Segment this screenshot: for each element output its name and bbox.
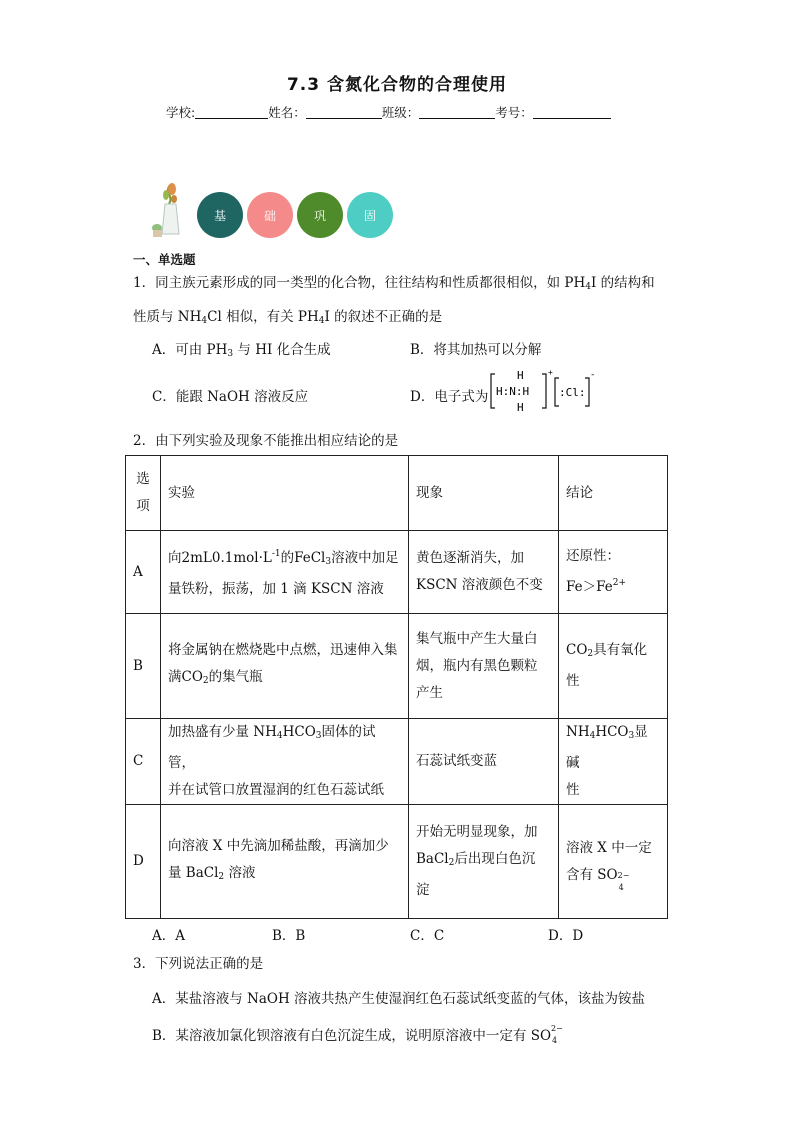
table-header-row: [126, 456, 668, 531]
lewis-chloride: :Cl:: [559, 386, 586, 399]
badge-gu-text: 固: [363, 208, 376, 223]
experiment-table: [125, 455, 668, 919]
row-d-conclusion: [559, 805, 668, 919]
row-d-conc-sub: 4: [618, 883, 624, 892]
question-2-stem: 2．由下列实验及现象不能推出相应结论的是: [133, 433, 399, 449]
row-c-exp-text: 固体的试管，: [168, 724, 376, 771]
plant-vase-icon: [148, 180, 190, 240]
table-row-b: [126, 614, 668, 719]
table-row-c: [126, 719, 668, 805]
header-experiment: 实验: [161, 456, 409, 531]
class-blank: [419, 106, 495, 119]
row-d-phen-line: 开始无明显现象，加: [416, 824, 538, 840]
row-d-phen-line: 淀: [416, 882, 430, 898]
header-option-line: 选: [136, 471, 150, 487]
row-a-phen-line: KSCN 溶液颜色不变: [416, 577, 543, 593]
q1-option-c: C．能跟 NaOH 溶液反应: [152, 389, 309, 405]
q1-option-d: D．电子式为: [410, 389, 489, 405]
row-c-exp-line-2: 并在试管口放置湿润的红色石蕊试纸: [168, 782, 384, 798]
row-a-exp-sub: 3: [325, 557, 332, 567]
row-d-conc-line-1: 溶液 X 中一定: [566, 839, 652, 856]
row-c-experiment: [161, 719, 409, 805]
row-a-exp-text: 溶液中加足: [331, 550, 399, 566]
row-b-exp-text: 的集气瓶: [208, 669, 263, 685]
row-a-phen-line: 黄色逐渐消失，加: [416, 550, 524, 566]
q1-subscript: 4: [201, 316, 208, 326]
row-d-experiment: [161, 805, 409, 919]
row-b-exp-sub: 2: [202, 676, 209, 686]
row-b-conc-text: CO: [566, 642, 588, 658]
header-option: [126, 456, 161, 531]
exam-number-label: 考号：: [495, 105, 533, 120]
q1-option-a: [152, 338, 331, 359]
q1-subscript: 4: [585, 282, 591, 292]
q3-option-a: A．某盐溶液与 NaOH 溶液共热产生使湿润红色石蕊试纸变蓝的气体，该盐为铵盐: [152, 991, 646, 1007]
badge-chu-text: 础: [263, 208, 276, 223]
badge-gong: [297, 192, 343, 238]
row-a-label: A: [126, 531, 161, 614]
row-d-exp-text: 溶液: [224, 864, 256, 881]
row-c-conc-sub: 3: [628, 731, 635, 741]
row-a-phenomenon: [409, 531, 559, 614]
question-1-line-1: [133, 268, 673, 302]
badge-ji: [197, 192, 243, 238]
table-row-d: [126, 805, 668, 919]
row-b-conc-text: 具有氧化: [593, 642, 648, 658]
badge-chu: [247, 192, 293, 238]
q2-answer-c: C．C: [410, 928, 445, 944]
lewis-center: H:N:H: [496, 385, 530, 398]
row-d-phen-sub: 2: [448, 858, 455, 868]
q1-text: I 的结构和: [590, 275, 655, 291]
name-blank: [306, 106, 382, 119]
q1-option-a-text: 与 HI 化合生成: [233, 342, 331, 358]
row-c-conc-text: NH: [566, 724, 590, 740]
q1-option-a-text: A．可由 PH: [152, 342, 228, 358]
row-b-phen-line: 集气瓶中产生大量白: [416, 630, 538, 647]
row-c-exp-text: 加热盛有少量 NH: [168, 724, 277, 740]
row-b-conc-line-2: 性: [566, 673, 580, 689]
q2-answer-b: B．B: [272, 928, 306, 944]
badge-gong-text: 巩: [313, 208, 326, 223]
row-c-conc-text: 显碱: [566, 724, 648, 771]
exam-number-blank: [533, 106, 611, 119]
lewis-bottom-h: H: [517, 401, 524, 414]
q1-subscript: 4: [318, 316, 325, 326]
row-c-exp-sub: 4: [276, 731, 283, 741]
row-c-phenomenon: 石蕊试纸变蓝: [409, 719, 559, 805]
row-d-conc-sup: 2−: [617, 871, 630, 880]
q3-option-b-text: B．某溶液加氯化钡溶液有白色沉淀生成，说明原溶液中一定有 SO: [152, 1028, 552, 1044]
row-a-exp-sup: -1: [271, 549, 281, 559]
q3-sulfate-charge: [551, 1023, 563, 1045]
row-a-conc-line: 还原性：: [566, 548, 620, 564]
header-conclusion: 结论: [559, 456, 668, 531]
student-info-line: [166, 103, 611, 121]
lewis-top-h: H: [517, 369, 524, 382]
q2-answer-d: D．D: [548, 928, 584, 944]
row-c-exp-text: HCO: [282, 724, 316, 740]
badge-ji-text: 基: [213, 208, 226, 223]
row-d-phen-text: BaCl: [416, 851, 449, 867]
row-c-label: C: [126, 719, 161, 805]
row-d-exp-text: 量 BaCl: [168, 864, 219, 881]
row-b-exp-line-1: 将金属钠在燃烧匙中点燃，迅速伸入集: [168, 642, 398, 658]
row-b-phenomenon: [409, 614, 559, 719]
row-d-phen-text: 后出现白色沉: [454, 851, 536, 867]
question-1-line-2: [133, 302, 673, 336]
row-c-conclusion: [559, 719, 668, 805]
q2-answer-a: A．A: [152, 928, 185, 944]
lewis-minus: -: [590, 370, 596, 380]
name-label: 姓名：: [268, 105, 306, 120]
q3-option-b-sup: 2−: [551, 1023, 563, 1033]
school-blank: [195, 106, 268, 119]
q1-text: 性质与 NH: [133, 309, 202, 325]
row-a-experiment: [161, 531, 409, 614]
row-c-exp-sub: 3: [315, 731, 322, 741]
row-a-exp-text: 向2mL0.1mol·L: [168, 550, 272, 566]
lewis-structure-diagram: [487, 366, 599, 416]
header-phenomenon: 现象: [409, 456, 559, 531]
row-b-experiment: [161, 614, 409, 719]
q1-text: Cl 相似，有关 PH: [207, 309, 319, 325]
row-c-conc-sub: 4: [589, 731, 596, 741]
row-d-exp-sub: 2: [218, 871, 225, 882]
table-row-a: [126, 531, 668, 614]
row-d-conc-text: 含有 SO: [566, 866, 618, 883]
row-b-phen-line: 烟，瓶内有黑色颗粒: [416, 657, 538, 674]
row-b-phen-line: 产生: [416, 684, 443, 701]
row-d-label: D: [126, 805, 161, 919]
row-b-exp-text: 满CO: [168, 669, 203, 685]
row-c-conc-line-2: 性: [566, 782, 580, 798]
q3-option-b-sub: 4: [552, 1035, 558, 1045]
row-b-conclusion: [559, 614, 668, 719]
row-a-conclusion: [559, 531, 668, 614]
question-3-stem: 3．下列说法正确的是: [133, 956, 264, 972]
header-option-line: 项: [136, 498, 150, 514]
class-label: 班级：: [381, 105, 420, 120]
row-a-exp-text: 的FeCl: [280, 550, 326, 566]
row-d-phenomenon: [409, 805, 559, 919]
row-a-conc-sup: 2+: [612, 578, 627, 588]
school-label: 学校:: [166, 105, 196, 120]
row-a-conc-text: Fe＞Fe: [566, 579, 613, 595]
q3-option-b: [152, 1024, 563, 1044]
row-d-sulfate-charge: [617, 868, 630, 892]
question-1: [133, 268, 673, 336]
row-a-exp-line-2: 量铁粉，振荡，加 1 滴 KSCN 溶液: [168, 581, 384, 597]
row-b-label: B: [126, 614, 161, 719]
q1-text: I 的叙述不正确的是: [324, 309, 443, 325]
row-d-exp-line-1: 向溶液 X 中先滴加稀盐酸，再滴加少: [168, 837, 389, 854]
q1-option-b: B．将其加热可以分解: [410, 342, 542, 358]
page-title: 7.3 含氮化合物的合理使用: [286, 75, 508, 95]
badge-gu: [347, 192, 393, 238]
row-c-conc-text: HCO: [595, 724, 629, 740]
section-heading: 一、单选题: [133, 252, 196, 267]
q1-text: 1．同主族元素形成的同一类型的化合物，往往结构和性质都很相似，如 PH: [133, 275, 586, 291]
lewis-plus: +: [548, 368, 553, 377]
row-b-conc-sub: 2: [587, 649, 594, 659]
q1-option-a-subscript: 3: [227, 349, 234, 359]
